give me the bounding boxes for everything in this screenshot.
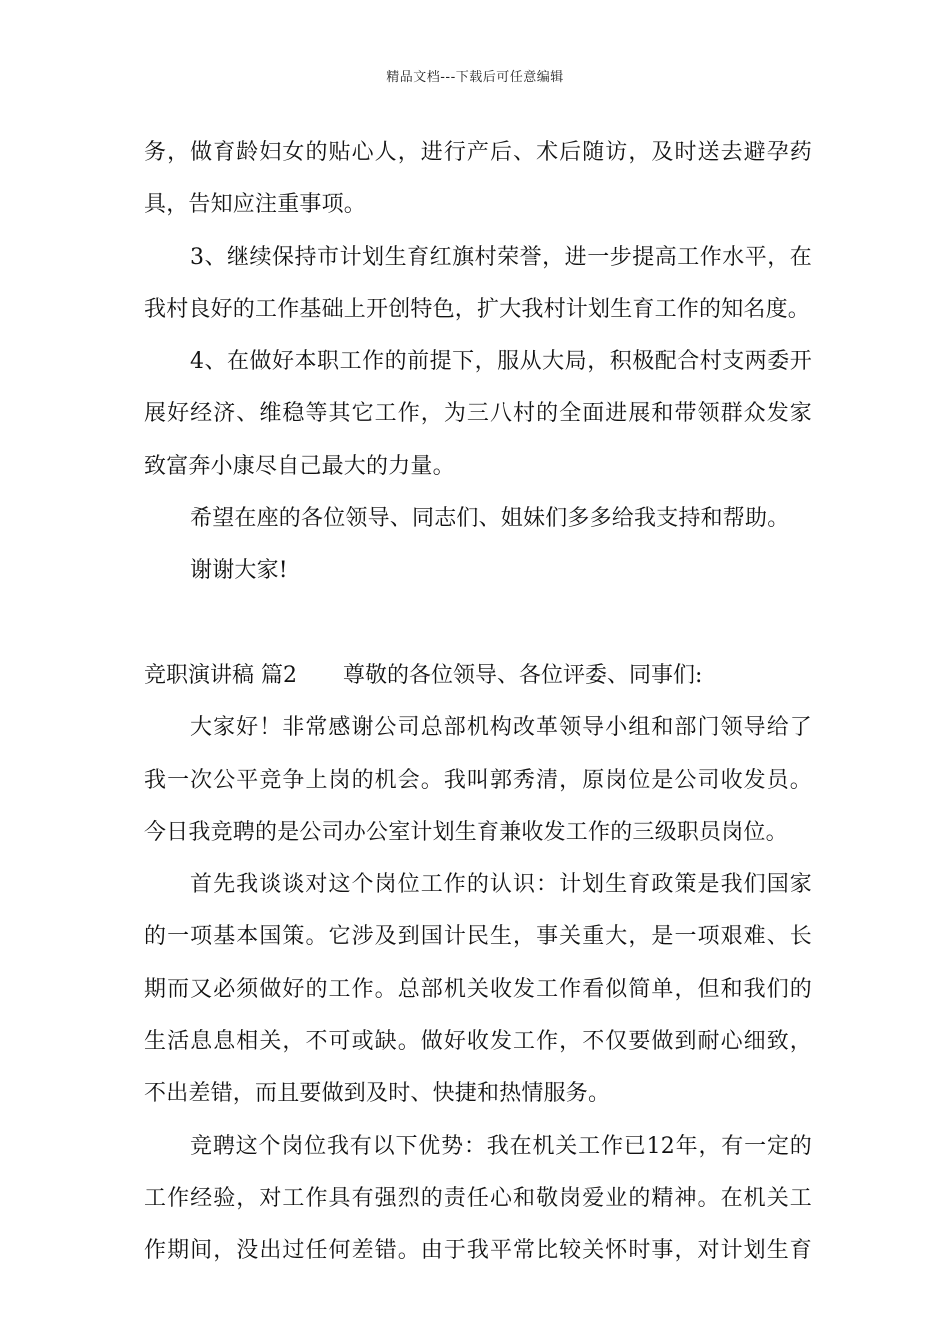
- text-line: 作期间，没出过任何差错。由于我平常比较关怀时事，对计划生育: [144, 1238, 812, 1264]
- text-line: 期而又必须做好的工作。总部机关收发工作看似简单，但和我们的: [144, 976, 812, 1002]
- text-line: 生活息息相关，不可或缺。做好收发工作，不仅要做到耐心细致，: [144, 1029, 812, 1055]
- spacer: [144, 598, 812, 650]
- document-body: [144, 127, 812, 1278]
- text-line: 不出差错，而且要做到及时、快捷和热情服务。: [144, 1081, 611, 1107]
- text-line: 务，做育龄妇女的贴心人，进行产后、术后随访，及时送去避孕药: [144, 140, 812, 165]
- paragraph: [144, 127, 812, 232]
- text-line: 工作经验，对工作具有强烈的责任心和敬岗爱业的精神。在机关工: [144, 1185, 812, 1211]
- section-title: 竞职演讲稿 篇2: [144, 662, 297, 688]
- text-line: 希望在座的各位领导、同志们、姐妹们多多给我支持和帮助。: [190, 506, 790, 532]
- text-line: 具，告知应注重事项。: [144, 192, 367, 218]
- page-header: 精品文档---下载后可任意编辑: [386, 70, 564, 85]
- text-line: 展好经济、维稳等其它工作，为三八村的全面进展和带领群众发家: [144, 401, 812, 427]
- paragraph: [144, 1121, 812, 1278]
- text-line: 3、继续保持市计划生育红旗村荣誉，进一步提高工作水平，在: [190, 244, 812, 270]
- text-line: 竞聘这个岗位我有以下优势：我在机关工作已12年，有一定的: [190, 1133, 812, 1159]
- salutation: 尊敬的各位领导、各位评委、同事们:: [343, 662, 703, 688]
- paragraph: [144, 545, 812, 597]
- text-line: 首先我谈谈对这个岗位工作的认识：计划生育政策是我们国家: [190, 872, 812, 898]
- paragraph: [144, 702, 812, 859]
- text-line: 今日我竞聘的是公司办公室计划生育兼收发工作的三级职员岗位。: [144, 819, 788, 845]
- section-heading: [144, 650, 812, 702]
- paragraph: [144, 859, 812, 1120]
- paragraph: [144, 493, 812, 545]
- text-line: 致富奔小康尽自己最大的力量。: [144, 453, 455, 479]
- text-line: 4、在做好本职工作的前提下，服从大局，积极配合村支两委开: [190, 349, 812, 375]
- text-line: 我一次公平竞争上岗的机会。我叫郭秀清，原岗位是公司收发员。: [144, 767, 812, 793]
- text-line: 我村良好的工作基础上开创特色，扩大我村计划生育工作的知名度。: [144, 296, 811, 322]
- text-line: 的一项基本国策。它涉及到国计民生，事关重大，是一项艰难、长: [144, 924, 812, 950]
- paragraph: [144, 232, 812, 337]
- paragraph: [144, 336, 812, 493]
- text-line: 大家好！非常感谢公司总部机构改革领导小组和部门领导给了: [190, 715, 812, 741]
- text-line: 谢谢大家!: [190, 558, 288, 584]
